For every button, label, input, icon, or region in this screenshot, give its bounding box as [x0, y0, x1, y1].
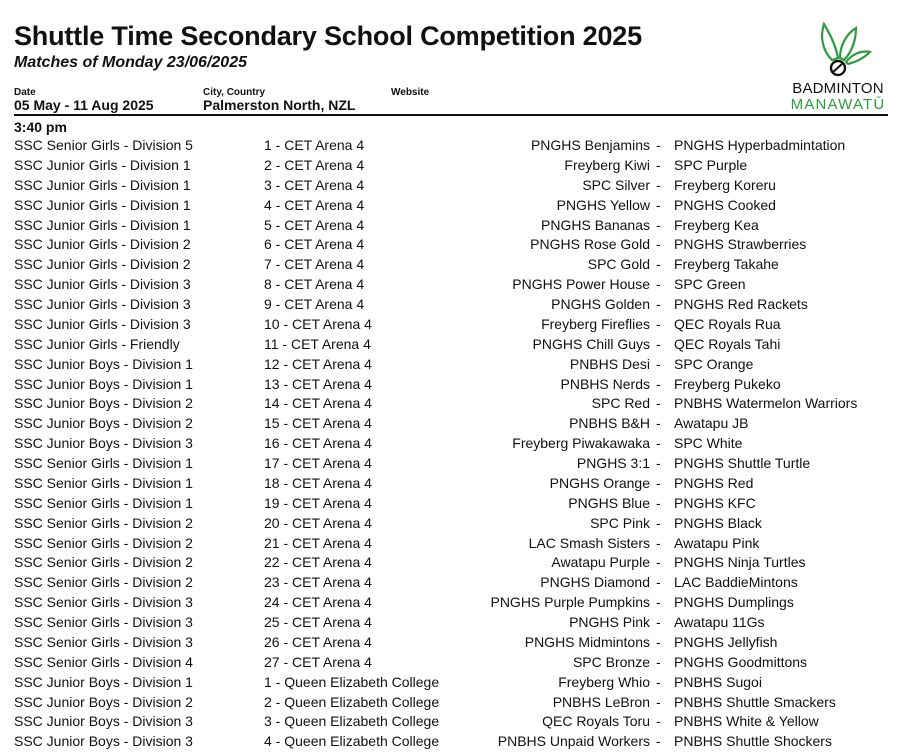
versus-separator: -: [656, 395, 661, 412]
team1-cell: PNGHS Golden: [551, 296, 650, 312]
division-cell: SSC Senior Girls - Division 2: [14, 514, 193, 531]
court-cell: 21 - CET Arena 4: [264, 534, 372, 551]
court-cell: 13 - CET Arena 4: [264, 375, 372, 392]
division-cell: SSC Junior Girls - Division 1: [14, 216, 191, 233]
page-title: Shuttle Time Secondary School Competition 2025: [14, 21, 642, 51]
court-cell: 8 - CET Arena 4: [264, 276, 365, 293]
match-row: [0, 434, 900, 454]
team1-cell: PNBHS Unpaid Workers: [497, 733, 650, 750]
team2-cell: PNGHS Goodmittons: [674, 653, 808, 670]
versus-separator: -: [656, 196, 661, 213]
division-cell: SSC Senior Girls - Division 3: [14, 594, 193, 611]
versus-separator: -: [656, 455, 661, 471]
team1-cell: SPC Gold: [587, 256, 650, 273]
division-cell: SSC Junior Boys - Division 3: [14, 733, 193, 750]
court-cell: 27 - CET Arena 4: [264, 653, 372, 670]
match-row: [0, 693, 900, 713]
team2-cell: Awatapu 11Gs: [674, 614, 765, 630]
match-row: [0, 534, 900, 554]
division-cell: SSC Junior Girls - Division 3: [14, 315, 191, 332]
versus-separator: -: [656, 474, 661, 491]
team2-cell: SPC Purple: [674, 156, 748, 173]
versus-separator: -: [656, 355, 661, 372]
website-label: Website: [391, 87, 430, 98]
division-cell: SSC Junior Boys - Division 1: [14, 355, 193, 372]
court-cell: 17 - CET Arena 4: [264, 455, 372, 471]
match-row: [0, 414, 900, 434]
team1-cell: PNBHS Nerds: [560, 375, 650, 392]
court-cell: 2 - CET Arena 4: [264, 156, 365, 173]
logo-text-manawatu: MANAWATŪ: [790, 96, 886, 113]
team1-cell: SPC Pink: [590, 514, 650, 531]
match-row: [0, 355, 900, 375]
team1-cell: PNGHS Yellow: [556, 196, 650, 213]
team1-cell: SPC Red: [591, 395, 650, 412]
court-cell: 9 - CET Arena 4: [264, 296, 365, 312]
versus-separator: -: [656, 554, 661, 571]
team2-cell: QEC Royals Rua: [674, 315, 781, 332]
team2-cell: PNGHS Dumplings: [674, 594, 794, 611]
team1-cell: SPC Bronze: [572, 653, 650, 670]
match-row: [0, 553, 900, 573]
division-cell: SSC Senior Girls - Division 3: [14, 614, 193, 630]
versus-separator: -: [656, 315, 661, 332]
team1-cell: PNGHS Blue: [568, 494, 650, 511]
division-cell: SSC Junior Boys - Division 2: [14, 415, 193, 432]
team1-cell: PNGHS Diamond: [540, 574, 650, 591]
match-row: [0, 196, 900, 216]
match-row: [0, 216, 900, 236]
court-cell: 14 - CET Arena 4: [264, 395, 372, 412]
team1-cell: PNGHS Rose Gold: [530, 236, 650, 253]
versus-separator: -: [656, 633, 661, 650]
team1-cell: PNGHS Bananas: [541, 216, 650, 233]
team2-cell: Awatapu JB: [674, 415, 749, 432]
date-value: 05 May - 11 Aug 2025: [14, 97, 154, 113]
versus-separator: -: [656, 296, 661, 312]
court-cell: 7 - CET Arena 4: [264, 256, 365, 273]
match-row: [0, 295, 900, 315]
team2-cell: Awatapu Pink: [674, 534, 760, 551]
team2-cell: PNGHS Cooked: [674, 196, 776, 213]
court-cell: 22 - CET Arena 4: [264, 554, 372, 571]
team2-cell: PNBHS White & Yellow: [674, 713, 819, 730]
versus-separator: -: [656, 733, 661, 750]
division-cell: SSC Junior Girls - Friendly: [14, 335, 180, 352]
match-row: [0, 712, 900, 732]
court-cell: 10 - CET Arena 4: [264, 315, 372, 332]
team2-cell: LAC BaddieMintons: [674, 574, 798, 591]
team2-cell: Freyberg Pukeko: [674, 375, 781, 392]
court-cell: 23 - CET Arena 4: [264, 574, 372, 591]
match-row: [0, 136, 900, 156]
match-row: [0, 613, 900, 633]
team2-cell: PNGHS Ninja Turtles: [674, 554, 806, 571]
match-row: [0, 156, 900, 176]
versus-separator: -: [656, 514, 661, 531]
versus-separator: -: [656, 176, 661, 193]
versus-separator: -: [656, 256, 661, 273]
versus-separator: -: [656, 534, 661, 551]
division-cell: SSC Junior Girls - Division 3: [14, 276, 191, 293]
team1-cell: PNGHS Orange: [549, 474, 650, 491]
match-list: [0, 136, 900, 752]
versus-separator: -: [656, 415, 661, 432]
team1-cell: PNBHS B&H: [569, 415, 650, 432]
versus-separator: -: [656, 594, 661, 611]
team1-cell: SPC Silver: [582, 176, 650, 193]
versus-separator: -: [656, 494, 661, 511]
match-row: [0, 514, 900, 534]
page-subtitle: Matches of Monday 23/06/2025: [14, 54, 247, 71]
city-label: City, Country: [203, 87, 266, 98]
team2-cell: Freyberg Takahe: [674, 256, 779, 273]
time-slot-heading: 3:40 pm: [14, 119, 67, 135]
team2-cell: Freyberg Kea: [674, 216, 759, 233]
match-row: [0, 315, 900, 335]
division-cell: SSC Junior Girls - Division 1: [14, 196, 191, 213]
division-cell: SSC Junior Boys - Division 3: [14, 713, 193, 730]
versus-separator: -: [656, 216, 661, 233]
division-cell: SSC Senior Girls - Division 1: [14, 494, 193, 511]
court-cell: 2 - Queen Elizabeth College: [264, 693, 440, 710]
versus-separator: -: [656, 653, 661, 670]
court-cell: 1 - Queen Elizabeth College: [264, 673, 440, 690]
team1-cell: PNGHS Pink: [569, 614, 650, 630]
city-value: Palmerston North, NZL: [203, 97, 356, 113]
division-cell: SSC Junior Girls - Division 1: [14, 176, 191, 193]
division-cell: SSC Senior Girls - Division 1: [14, 474, 193, 491]
team2-cell: PNGHS Shuttle Turtle: [674, 455, 811, 471]
team2-cell: PNBHS Shuttle Shockers: [674, 733, 832, 750]
versus-separator: -: [656, 713, 661, 730]
court-cell: 12 - CET Arena 4: [264, 355, 372, 372]
team1-cell: PNBHS Desi: [569, 355, 650, 372]
team1-cell: Freyberg Fireflies: [541, 315, 650, 332]
division-cell: SSC Senior Girls - Division 2: [14, 534, 193, 551]
header-divider: [14, 114, 888, 116]
match-row: [0, 573, 900, 593]
division-cell: SSC Junior Boys - Division 1: [14, 375, 193, 392]
team2-cell: PNGHS Jellyfish: [674, 633, 778, 650]
versus-separator: -: [656, 236, 661, 253]
team2-cell: Freyberg Koreru: [674, 176, 776, 193]
match-row: [0, 255, 900, 275]
match-row: [0, 375, 900, 395]
court-cell: 11 - CET Arena 4: [264, 335, 371, 352]
date-label: Date: [14, 87, 36, 98]
team1-cell: PNGHS Midmintons: [524, 633, 650, 650]
division-cell: SSC Junior Girls - Division 2: [14, 236, 191, 253]
court-cell: 19 - CET Arena 4: [264, 494, 372, 511]
division-cell: SSC Senior Girls - Division 2: [14, 574, 193, 591]
court-cell: 4 - Queen Elizabeth College: [264, 733, 440, 750]
match-row: [0, 454, 900, 474]
team2-cell: PNBHS Sugoi: [674, 673, 762, 690]
team2-cell: QEC Royals Tahi: [674, 335, 781, 352]
shuttlecock-icon: [810, 20, 872, 80]
match-row: [0, 235, 900, 255]
logo-text-badminton: BADMINTON: [792, 80, 884, 97]
court-cell: 1 - CET Arena 4: [264, 137, 365, 153]
match-row: [0, 394, 900, 414]
versus-separator: -: [656, 276, 661, 293]
team1-cell: PNBHS LeBron: [552, 693, 650, 710]
match-row: [0, 176, 900, 196]
team2-cell: PNGHS Red: [674, 474, 754, 491]
division-cell: SSC Junior Boys - Division 3: [14, 435, 193, 452]
team2-cell: SPC Green: [674, 276, 746, 293]
division-cell: SSC Senior Girls - Division 5: [14, 137, 193, 153]
court-cell: 16 - CET Arena 4: [264, 435, 372, 452]
team2-cell: PNBHS Watermelon Warriors: [674, 395, 858, 412]
team1-cell: Freyberg Kiwi: [564, 156, 650, 173]
court-cell: 4 - CET Arena 4: [264, 196, 365, 213]
versus-separator: -: [656, 574, 661, 591]
match-row: [0, 335, 900, 355]
versus-separator: -: [656, 693, 661, 710]
court-cell: 6 - CET Arena 4: [264, 236, 365, 253]
team2-cell: PNBHS Shuttle Smackers: [674, 693, 836, 710]
match-row: [0, 474, 900, 494]
team1-cell: Freyberg Whio: [558, 673, 650, 690]
team2-cell: SPC White: [674, 435, 743, 452]
match-row: [0, 593, 900, 613]
court-cell: 24 - CET Arena 4: [264, 594, 372, 611]
match-row: [0, 494, 900, 514]
court-cell: 26 - CET Arena 4: [264, 633, 372, 650]
versus-separator: -: [656, 673, 661, 690]
versus-separator: -: [656, 335, 661, 352]
versus-separator: -: [656, 156, 661, 173]
team2-cell: PNGHS Hyperbadmintation: [674, 137, 846, 153]
court-cell: 20 - CET Arena 4: [264, 514, 372, 531]
team2-cell: PNGHS Strawberries: [674, 236, 807, 253]
court-cell: 3 - CET Arena 4: [264, 176, 365, 193]
division-cell: SSC Junior Girls - Division 2: [14, 256, 191, 273]
match-row: [0, 673, 900, 693]
team1-cell: LAC Smash Sisters: [528, 534, 650, 551]
court-cell: 18 - CET Arena 4: [264, 474, 372, 491]
division-cell: SSC Junior Boys - Division 2: [14, 395, 193, 412]
team1-cell: PNGHS Benjamins: [530, 137, 650, 153]
court-cell: 25 - CET Arena 4: [264, 614, 372, 630]
team1-cell: QEC Royals Toru: [542, 713, 650, 730]
division-cell: SSC Junior Girls - Division 3: [14, 296, 191, 312]
court-cell: 15 - CET Arena 4: [264, 415, 372, 432]
team1-cell: PNGHS 3:1: [576, 455, 650, 471]
match-row: [0, 633, 900, 653]
badminton-manawatu-logo: [786, 20, 890, 114]
division-cell: SSC Junior Girls - Division 1: [14, 156, 191, 173]
versus-separator: -: [656, 614, 661, 630]
team1-cell: PNGHS Chill Guys: [532, 335, 650, 352]
division-cell: SSC Junior Boys - Division 2: [14, 693, 193, 710]
versus-separator: -: [656, 137, 661, 153]
team1-cell: PNGHS Purple Pumpkins: [490, 594, 650, 611]
versus-separator: -: [656, 375, 661, 392]
court-cell: 3 - Queen Elizabeth College: [264, 713, 440, 730]
versus-separator: -: [656, 435, 661, 452]
team2-cell: PNGHS Black: [674, 514, 762, 531]
match-row: [0, 653, 900, 673]
division-cell: SSC Senior Girls - Division 2: [14, 554, 193, 571]
division-cell: SSC Senior Girls - Division 1: [14, 455, 193, 471]
team2-cell: PNGHS KFC: [674, 494, 756, 511]
team2-cell: PNGHS Red Rackets: [674, 296, 808, 312]
team2-cell: SPC Orange: [674, 355, 754, 372]
team1-cell: Freyberg Piwakawaka: [512, 435, 650, 452]
match-row: [0, 732, 900, 752]
division-cell: SSC Senior Girls - Division 3: [14, 633, 193, 650]
match-row: [0, 275, 900, 295]
division-cell: SSC Senior Girls - Division 4: [14, 653, 193, 670]
court-cell: 5 - CET Arena 4: [264, 216, 365, 233]
team1-cell: PNGHS Power House: [512, 276, 650, 293]
team1-cell: Awatapu Purple: [551, 554, 650, 571]
division-cell: SSC Junior Boys - Division 1: [14, 673, 193, 690]
